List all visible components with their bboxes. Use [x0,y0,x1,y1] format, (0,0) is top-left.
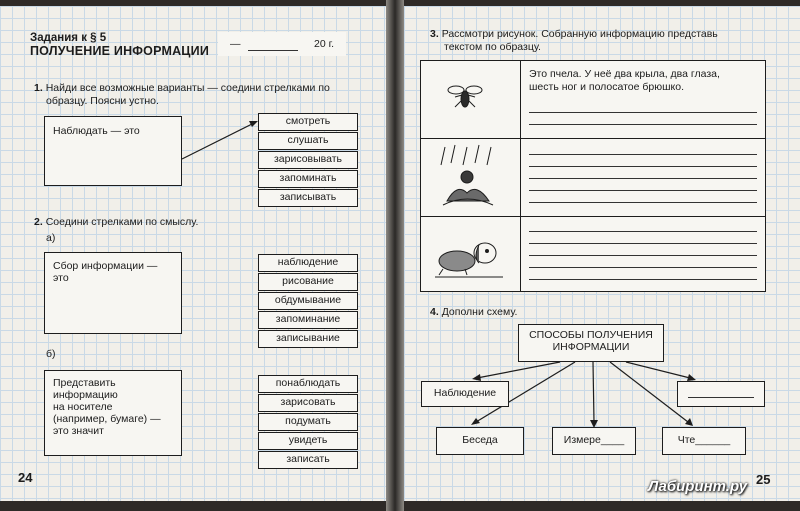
word-box[interactable]: записывание [258,330,358,348]
task3-example-line2: шесть ног и полосатое брюшко. [529,81,685,93]
word-box[interactable]: рисование [258,273,358,291]
word-box[interactable]: обдумывание [258,292,358,310]
task3-number: 3. [430,28,439,40]
scheme-root-box [518,324,664,362]
date-year: 20 г. [314,38,335,50]
word-box[interactable]: записать [258,451,358,469]
word-box[interactable]: увидеть [258,432,358,450]
section-header: Задания к § 5 [30,32,107,44]
word-box[interactable]: подумать [258,413,358,431]
word-box[interactable]: смотреть [258,113,358,131]
scheme-root-line2: ИНФОРМАЦИИ [552,341,630,353]
word-box[interactable]: запоминать [258,170,358,188]
scheme-node-observation: Наблюдение [421,381,509,407]
task2-text: 2. Соедини стрелками по смыслу. [34,216,199,228]
task3-text-line1: 3. Рассмотри рисунок. Собранную информацию представь [430,28,718,40]
task2a-box-line1: Сбор информации — [53,260,158,272]
date-dash: — [230,38,241,50]
task2b-box-text: Представить информацию на носителе (например, бумаге) — это значит [53,377,161,437]
scheme-node-conversation: Беседа [436,427,524,455]
task1-number: 1. [34,82,43,94]
scheme-node-measurement[interactable]: Измере____ [552,427,636,455]
scheme-node-answer-line [688,397,754,398]
word-box[interactable]: зарисовывать [258,151,358,169]
page-number-left: 24 [18,470,33,485]
task1-text-line2: образцу. Поясни устно. [46,95,159,107]
task2a-box-line2: это [53,272,69,284]
task4-text: 4. Дополни схему. [430,306,518,318]
task1-text-line1: 1. Найди все возможные варианты — соедини стрелками по [34,82,330,94]
watermark-logo: Лабиринт.ру [648,478,748,495]
word-box[interactable]: запоминание [258,311,358,329]
word-box[interactable]: понаблюдать [258,375,358,393]
word-box[interactable]: зарисовать [258,394,358,412]
page-number-right: 25 [756,472,771,487]
word-box[interactable]: записывать [258,189,358,207]
scheme-node-reading[interactable]: Чте______ [662,427,746,455]
word-box[interactable]: слушать [258,132,358,150]
task1-box-text: Наблюдать — это [53,125,140,137]
task2-number: 2. [34,216,43,228]
scheme-root-line1: СПОСОБЫ ПОЛУЧЕНИЯ [529,329,653,341]
task4-number: 4. [430,306,439,318]
task3-example-line1: Это пчела. У неё два крыла, два глаза, [529,68,720,80]
word-box[interactable]: наблюдение [258,254,358,272]
section-title: ПОЛУЧЕНИЕ ИНФОРМАЦИИ [30,44,209,58]
scheme-node-empty[interactable] [677,381,765,407]
task3-text-line2: текстом по образцу. [444,41,541,53]
task2a-label: а) [46,232,56,244]
task2b-label: б) [46,348,56,360]
